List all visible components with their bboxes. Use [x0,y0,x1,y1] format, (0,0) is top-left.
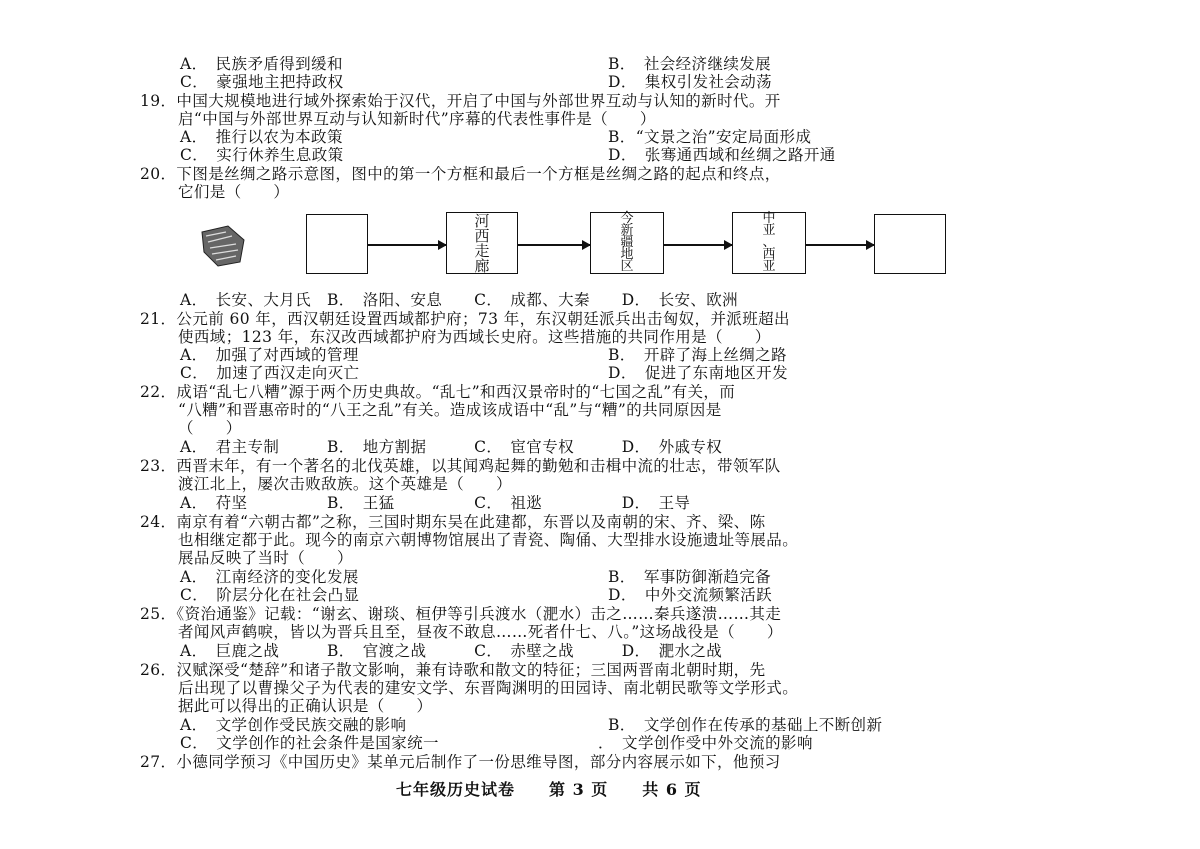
box-hexi-corridor [446,212,518,274]
q24-stem-line3: 展品反映了当时（ ） [178,549,353,567]
q21-option-c: C． 加速了西汉走向灭亡 [180,364,360,382]
q22-stem-line3: （ ） [178,419,242,437]
box4-char-4: 西 [762,247,776,262]
box4-char-2: 亚 [762,223,776,238]
silk-scroll-icon [198,222,248,270]
q26-option-b: B． 文学创作在传承的基础上不断创新 [608,716,883,734]
box3-char-3: 疆 [620,235,634,250]
arrow-2 [518,244,590,246]
q24-stem-line2: 也相继定都于此。现今的南京六朝博物馆展出了青瓷、陶俑、大型排水设施遗址等展品。 [178,531,799,549]
box2-char-3: 走 [474,242,490,260]
q26-option-c: C． 文学创作的社会条件是国家统一 [180,734,439,752]
q23-stem-line1: 23．西晋末年，有一个著名的北伐英雄，以其闻鸡起舞的勤勉和击楫中流的壮志，带领军队 [140,457,781,475]
q26-stem-line1: 26．汉赋深受“楚辞”和诸子散文影响，兼有诗歌和散文的特征；三国两晋南北朝时期，先 [140,661,766,679]
q24-option-b: B． 军事防御渐趋完备 [608,568,772,586]
q25-stem-line2: 者闻风声鹤唳，皆以为晋兵且至，昼夜不敢息……死者什七、八。”这场战役是（ ） [178,623,783,641]
q24-option-a: A． 江南经济的变化发展 [180,568,359,586]
q18-option-d: D． 集权引发社会动荡 [608,73,773,91]
box4-char-1: 中 [762,211,776,226]
q19-stem-line1: 19．中国大规模地进行域外探索始于汉代，开启了中国与外部世界互动与认知的新时代。开 [140,92,781,110]
q21-stem-line1: 21．公元前 60 年，西汉朝廷设置西域都护府；73 年，东汉朝廷派兵出击匈奴，并派班超出 [140,310,790,328]
box2-char-4: 廊 [474,257,490,275]
arrow-3 [664,244,732,246]
q21-option-d: D． 促进了东南地区开发 [608,364,788,382]
page-footer: 七年级历史试卷 第 3 页 共 6 页 [396,780,702,799]
q19-option-a: A． 推行以农为本政策 [180,128,343,146]
q18-option-a: A． 民族矛盾得到缓和 [180,55,343,73]
q24-option-c: C． 阶层分化在社会凸显 [180,586,360,604]
q20-stem-line1: 20．下图是丝绸之路示意图，图中的第一个方框和最后一个方框是丝绸之路的起点和终点， [140,165,781,183]
q23-stem-line2: 渡江北上，屡次击败敌族。这个英雄是（ ） [178,475,512,493]
q19-option-c: C． 实行休养生息政策 [180,146,344,164]
q18-option-c: C． 豪强地主把持政权 [180,73,344,91]
q22-stem-line2: “八糟”和晋惠帝时的“八王之乱”有关。造成该成语中“乱”与“糟”的共同原因是 [178,401,722,419]
box-central-west-asia [732,212,806,274]
q23-options: A． 苻坚 B． 王猛 C． 祖逖 D． 王导 [180,494,691,512]
q22-stem-line1: 22．成语“乱七八糟”源于两个历史典故。“乱七”和西汉景帝时的“七国之乱”有关，而 [140,383,736,401]
q26-option-a: A． 文学创作受民族交融的影响 [180,716,407,734]
box2-char-2: 西 [474,227,490,245]
q26-stem-line2: 后出现了以曹操父子为代表的建安文学、东晋陶渊明的田园诗、南北朝民歌等文学形式。 [178,679,799,697]
q19-option-b: B．“文景之治”安定局面形成 [608,128,812,146]
q19-stem-line2: 启“中国与外部世界互动与认知新时代”序幕的代表性事件是（ ） [178,110,656,128]
q18-option-b: B． 社会经济继续发展 [608,55,772,73]
box3-char-1: 今 [620,211,634,226]
arrow-4 [806,244,874,246]
q26-option-d: ． 文学创作受中外交流的影响 [598,734,813,752]
box3-char-4: 地 [620,247,634,262]
q25-options: A． 巨鹿之战 B． 官渡之战 C． 赤壁之战 D． 淝水之战 [180,642,723,660]
q21-option-b: B． 开辟了海上丝绸之路 [608,346,787,364]
box4-char-5: 亚 [762,259,776,274]
box3-char-5: 区 [620,259,634,274]
q25-stem-line1: 25．《资治通鉴》记载：“谢玄、谢琰、桓伊等引兵渡水（淝水）击之……秦兵遂溃……其走 [140,605,782,623]
q22-options: A． 君主专制 B． 地方割据 C． 宦官专权 D． 外戚专权 [180,438,723,456]
box3-char-2: 新 [620,223,634,238]
box-start-blank [306,214,368,274]
q20-options: A． 长安、大月氏 B． 洛阳、安息 C． 成都、大秦 D． 长安、欧洲 [180,291,739,309]
q26-stem-line3: 据此可以得出的正确认识是（ ） [178,697,433,715]
box-xinjiang [590,212,664,274]
box4-char-3: 、 [762,235,776,250]
q19-option-d: D． 张骞通西域和丝绸之路开通 [608,146,836,164]
q21-stem-line2: 使西域；123 年，东汉改西域都护府为西域长史府。这些措施的共同作用是（ ） [178,328,771,346]
box2-char-1: 河 [474,212,490,230]
q20-stem-line2: 它们是（ ） [178,183,290,201]
q24-option-d: D． 中外交流频繁活跃 [608,586,773,604]
q24-stem-line1: 24．南京有着“六朝古都”之称，三国时期东吴在此建都，东晋以及南朝的宋、齐、梁、陈 [140,513,766,531]
q21-option-a: A． 加强了对西域的管理 [180,346,359,364]
q27-stem-line1: 27．小德同学预习《中国历史》某单元后制作了一份思维导图，部分内容展示如下，他预习 [140,753,781,771]
box-end-blank [874,214,946,274]
arrow-1 [368,244,446,246]
